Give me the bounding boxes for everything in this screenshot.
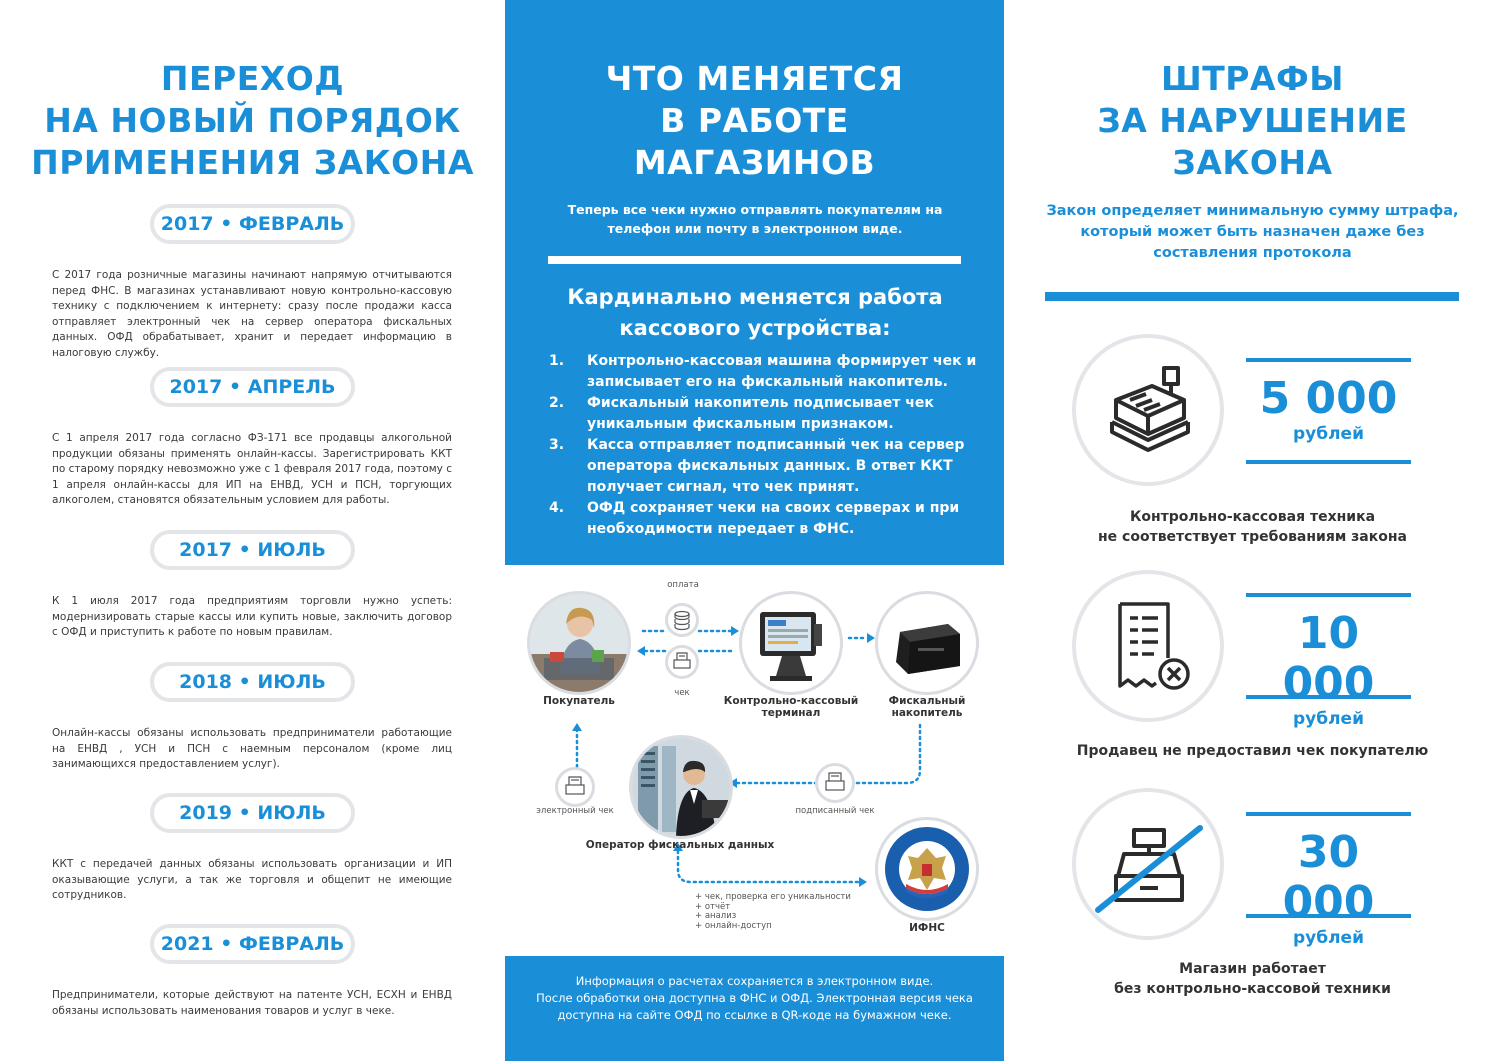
terminal-photo (739, 591, 843, 695)
crossed-register-icon (1076, 792, 1220, 936)
coins-icon (668, 606, 696, 634)
ifns-label: ИФНС (909, 922, 945, 934)
timeline-date-2021-february: 2021 • ФЕВРАЛЬ (150, 924, 355, 964)
changes-subtitle: Теперь все чеки нужно отправлять покупателям на телефон или почту в электронном виде. (567, 202, 943, 236)
divider (548, 256, 961, 264)
timeline-date-2017-july: 2017 • ИЮЛЬ (150, 530, 355, 570)
fine-amount-box: 10 000 рублей (1246, 593, 1411, 699)
tax-service-emblem-icon (878, 820, 976, 918)
fine-icon-circle (1072, 788, 1224, 940)
receipt-printer-icon (818, 766, 852, 800)
receipt-cross-icon (1076, 574, 1220, 718)
timeline-text: К 1 июля 2017 года предприятиям торговли нужно успеть: модернизировать старые кассы или купить новые, заключить договор с ОФД и приступить к работе по новым правилам. (52, 595, 452, 638)
receipt-circle (665, 645, 699, 679)
receipt-printer-icon (668, 648, 696, 676)
timeline-date-2017-february: 2017 • ФЕВРАЛЬ (150, 204, 355, 244)
fines-title: ШТРАФЫ ЗА НАРУШЕНИЕ ЗАКОНА (1097, 59, 1408, 182)
step-item: 3. Касса отправляет подписанный чек на сервер оператора фискальных данных. В ответ ККТ получает сигнал, что чек принят. (549, 437, 965, 495)
timeline-text: ККТ с передачей данных обязаны использовать организации и ИП оказывающие услуги, а так же торговля и общепит не имеющие сотрудников. (52, 858, 452, 901)
fine-icon-circle (1072, 570, 1224, 722)
timeline-text: Онлайн-кассы обязаны использовать предприниматели работающие на ЕНВД , УСН и ПСН с наемным персоналом (кроме лиц занимающихся предоставлением услуг). (52, 727, 452, 770)
changes-heading: Кардинально меняется работа кассового устройства: (567, 285, 943, 340)
timeline-text: Предприниматели, которые действуют на патенте УСН, ЕСХН и ЕНВД обязаны использовать наименования товаров и услуг в чеке. (52, 989, 452, 1017)
timeline-date-2018-july: 2018 • ИЮЛЬ (150, 662, 355, 702)
e-receipt-circle (555, 767, 595, 807)
e-receipt-label: электронный чек (536, 806, 614, 816)
data-center-icon (632, 738, 730, 836)
receipt-label: чек (674, 688, 690, 698)
coins-circle (665, 603, 699, 637)
fiscal-storage-photo (875, 591, 979, 695)
fines-subtitle: Закон определяет минимальную сумму штрафа, который может быть назначен даже без составления протокола (1046, 203, 1459, 261)
payment-label: оплата (667, 580, 699, 590)
ofd-services-list: + чек, проверка его уникальности + отчёт + анализ + онлайн-доступ (695, 892, 851, 931)
step-item: 1. Контрольно-кассовая машина формирует чек и записывает его на фискальный накопитель. (549, 353, 977, 390)
timeline-column (0, 0, 505, 1061)
info-footer: Информация о расчетах сохраняется в электронном виде. После обработки она доступна в ФНС и ОФД. Электронная версия чека доступна на сайте ОФД по ссылке в QR-коде на бумажном чеке. (505, 956, 1004, 1061)
buyer-photo (527, 591, 631, 695)
timeline-text: С 2017 года розничные магазины начинают напрямую отчитываются перед ФНС. В магазинах устанавливают новую контрольно-кассовую технику с подключением к интернету: сразу после продажи касса отправляет электронный чек на сервер оператора фискальных данных. ОФД обрабатывает, хранит и передает информацию в налоговую службу. (52, 269, 452, 359)
timeline-title: ПЕРЕХОД НА НОВЫЙ ПОРЯДОК ПРИМЕНЕНИЯ ЗАКОНА (31, 59, 474, 182)
terminal-label: Контрольно-кассовый терминал (723, 695, 859, 719)
fine-icon-circle (1072, 334, 1224, 486)
divider (1045, 292, 1459, 301)
pos-terminal-icon (742, 594, 840, 692)
buyer-icon (530, 594, 628, 692)
fine-caption: Продавец не предоставил чек покупателю (1076, 743, 1429, 759)
operator-photo (629, 735, 733, 839)
buyer-label: Покупатель (543, 695, 615, 707)
signed-receipt-label: подписанный чек (795, 806, 875, 816)
operator-label: Оператор фискальных данных (585, 839, 775, 851)
changes-title: ЧТО МЕНЯЕТСЯ В РАБОТЕ МАГАЗИНОВ (605, 59, 904, 182)
fine-amount-box: 30 000 рублей (1246, 812, 1411, 918)
changes-panel (505, 0, 1004, 565)
step-item: 4. ОФД сохраняет чеки на своих серверах и при необходимости передает в ФНС. (549, 500, 960, 537)
storage-label: Фискальный накопитель (888, 695, 966, 719)
receipt-printer-icon (878, 594, 976, 692)
timeline-date-2019-july: 2019 • ИЮЛЬ (150, 793, 355, 833)
fine-amount-box: 5 000 рублей (1246, 358, 1411, 464)
ifns-emblem (875, 817, 979, 921)
step-item: 2. Фискальный накопитель подписывает чек уникальным фискальным признаком. (549, 395, 934, 432)
timeline-date-2017-april: 2017 • АПРЕЛЬ (150, 367, 355, 407)
cash-register-icon (1076, 338, 1220, 482)
receipt-printer-icon (558, 770, 592, 804)
steps-list (549, 351, 979, 540)
fine-caption: Контрольно-кассовая техника не соответствует требованиям закона (1098, 509, 1407, 545)
signed-receipt-circle (815, 763, 855, 803)
fine-caption: Магазин работает без контрольно-кассовой техники (1114, 961, 1391, 997)
flow-diagram (505, 565, 1004, 955)
timeline-text: С 1 апреля 2017 года согласно ФЗ-171 все продавцы алкогольной продукции обязаны применять онлайн-кассы. Зарегистрировать ККТ по старому порядку невозможно уже с 1 февраля 2017 года, поэтому с 1 апреля онлайн-кассы для ИП на ЕНВД, УСН и ПСН, торгующих алкоголем, становятся обязательным условием для работы. (52, 432, 452, 506)
